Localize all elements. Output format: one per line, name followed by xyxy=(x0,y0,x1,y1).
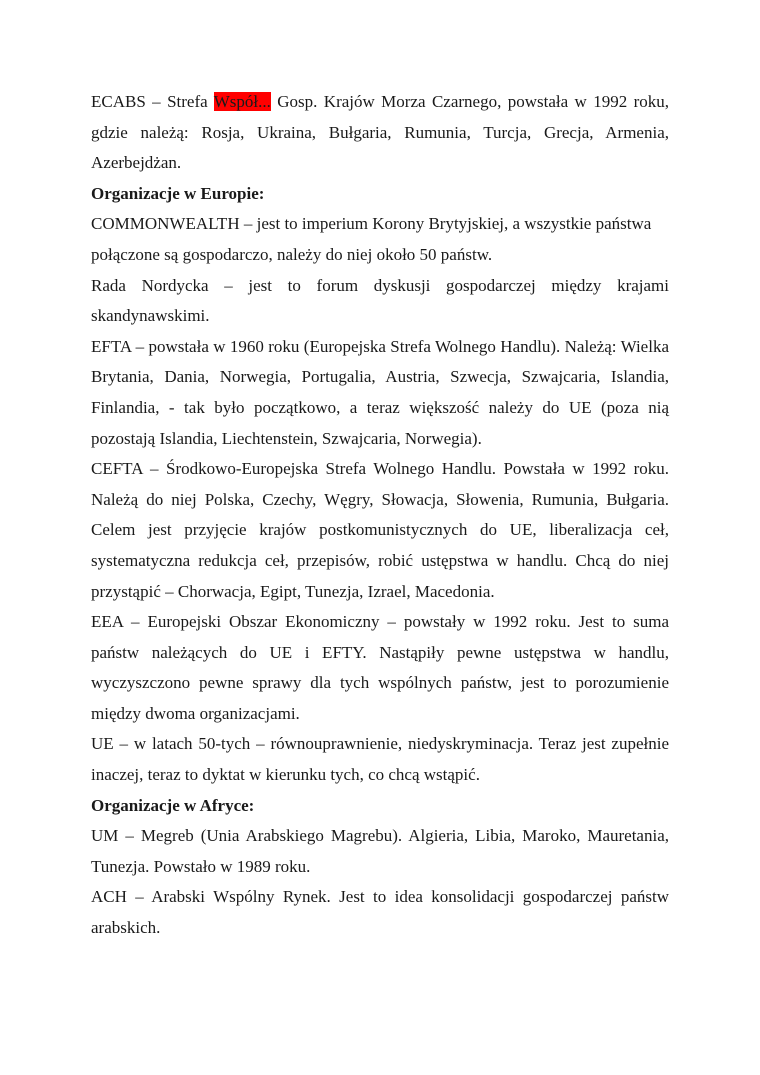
paragraph-ue: UE – w latach 50-tych – równouprawnienie, niedyskryminacja. Teraz jest zupełnie inaczej, teraz to dyktat w kierunku tych, co chcą wstąpić. xyxy=(91,734,669,785)
heading-europe: Organizacje w Europie: xyxy=(91,183,265,203)
heading-africa: Organizacje w Afryce: xyxy=(91,795,255,815)
ecabs-text-end: Gosp. Krajów Morza Czarnego, powstała w 1992 roku, gdzie należą: Rosja, Ukraina, Bułgaria, Rumunia, Turcja, Grecja, Armenia, Azerbejdżan. xyxy=(91,92,670,173)
highlighted-text: Współ... xyxy=(213,92,271,111)
paragraph-ecabs xyxy=(91,87,669,179)
paragraph-eea: EEA – Europejski Obszar Ekonomiczny – powstały w 1992 roku. Jest to suma państw należących do UE i EFTY. Nastąpiły pewne ustępstwa w handlu, wyczyszczono pewne sprawy dla tych wspólnych państw, jest to porozumienie między dwoma organizacjami. xyxy=(91,612,669,723)
paragraph-efta: EFTA – powstała w 1960 roku (Europejska Strefa Wolnego Handlu). Należą: Wielka Brytania, Dania, Norwegia, Portugalia, Austria, Szwecja, Szwajcaria, Islandia, Finlandia, - tak było początkowo, a teraz większość należy do UE (poza nią pozostają Islandia, Liechtenstein, Szwajcaria, Norwegia). xyxy=(91,336,669,448)
paragraph-commonwealth: COMMONWEALTH – jest to imperium Korony Brytyjskiej, a wszystkie państwa połączone są gospodarczo, należy do niej około 50 państw. xyxy=(91,214,652,264)
paragraph-um: UM – Megreb (Unia Arabskiego Magrebu). Algieria, Libia, Maroko, Mauretania, Tunezja. Powstało w 1989 roku. xyxy=(91,826,669,876)
paragraph-rada-nordycka: Rada Nordycka – jest to forum dyskusji gospodarczej między krajami skandynawskimi. xyxy=(91,275,669,326)
paragraph-ach: ACH – Arabski Wspólny Rynek. Jest to idea konsolidacji gospodarczej państw arabskich. xyxy=(91,887,669,938)
ecabs-text-start: ECABS – Strefa xyxy=(91,92,214,111)
paragraph-cefta: CEFTA – Środkowo-Europejska Strefa Wolnego Handlu. Powstała w 1992 roku. Należą do niej Polska, Czechy, Węgry, Słowacja, Słowenia, Rumunia, Bułgaria. Celem jest przyjęcie krajów postkomunistycznych do UE, liberalizacja ceł, systematyczna redukcja ceł, przepisów, robić ustępstwa w handlu. Chcą do niej przystąpić – Chorwacja, Egipt, Tunezja, Izrael, Macedonia. xyxy=(91,459,669,601)
